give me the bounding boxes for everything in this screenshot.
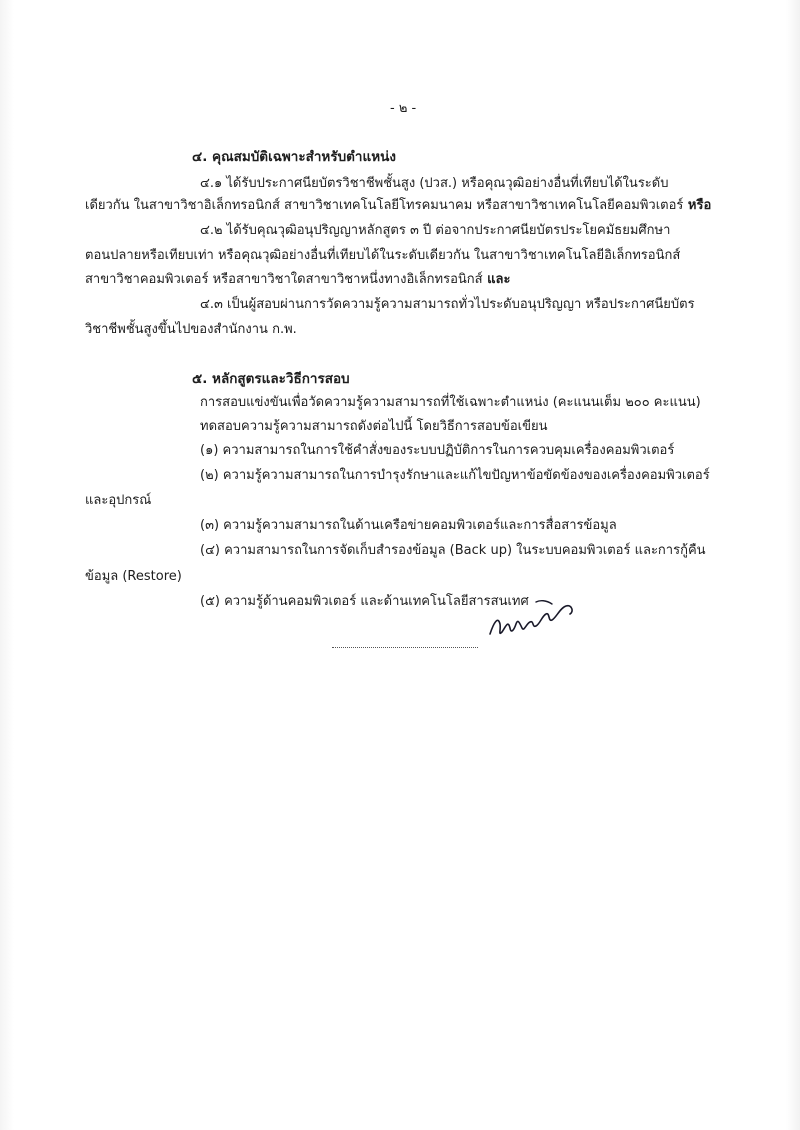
item-4-2-line2: ตอนปลายหรือเทียบเท่า หรือคุณวุฒิอย่างอื่นที่เทียบได้ในระดับเดียวกัน ในสาขาวิชาเทคโนโลยีอิเล็กทรอนิกส์ <box>85 248 681 263</box>
item-4-3-line1: ๔.๓ เป็นผู้สอบผ่านการวัดความรู้ความสามารถทั่วไประดับอนุปริญญา หรือประกาศนียบัตร <box>200 297 695 312</box>
section5-heading: ๕. หลักสูตรและวิธีการสอบ <box>192 371 350 387</box>
page-number: - ๒ - <box>390 101 417 116</box>
item-4-3-line2: วิชาชีพชั้นสูงขึ้นไปของสำนักงาน ก.พ. <box>85 322 297 337</box>
exam-topic-1: (๑) ความสามารถในการใช้คำสั่งของระบบปฏิบัติการในการควบคุมเครื่องคอมพิวเตอร์ <box>200 443 675 458</box>
exam-topic-2-line2: และอุปกรณ์ <box>85 493 152 508</box>
handwritten-signature <box>486 594 582 646</box>
exam-topic-4-line2: ข้อมูล (Restore) <box>85 569 182 584</box>
item-4-1-conjunction: หรือ <box>683 198 712 213</box>
section5-intro-line2: ทดสอบความรู้ความสามารถดังต่อไปนี้ โดยวิธีการสอบข้อเขียน <box>200 419 548 434</box>
item-4-1-text: เดียวกัน ในสาขาวิชาอิเล็กทรอนิกส์ สาขาวิชาเทคโนโลยีโทรคมนาคม หรือสาขาวิชาเทคโนโลยีคอมพิวเตอร์ <box>85 198 684 213</box>
signature-dotted-line <box>332 641 478 648</box>
exam-topic-3: (๓) ความรู้ความสามารถในด้านเครือข่ายคอมพิวเตอร์และการสื่อสารข้อมูล <box>200 518 617 533</box>
exam-topic-2-line1: (๒) ความรู้ความสามารถในการบำรุงรักษาและแก้ไขปัญหาข้อขัดข้องของเครื่องคอมพิวเตอร์ <box>200 468 710 483</box>
item-4-1-line1: ๔.๑ ได้รับประกาศนียบัตรวิชาชีพชั้นสูง (ปวส.) หรือคุณวุฒิอย่างอื่นที่เทียบได้ในระดับ <box>200 176 669 191</box>
item-4-1-line2 <box>85 197 711 215</box>
item-4-2-conjunction: และ <box>482 272 511 287</box>
item-4-2-line1: ๔.๒ ได้รับคุณวุฒิอนุปริญญาหลักสูตร ๓ ปี ต่อจากประกาศนียบัตรประโยคมัธยมศึกษา <box>200 223 671 238</box>
exam-topic-5: (๕) ความรู้ด้านคอมพิวเตอร์ และด้านเทคโนโลยีสารสนเทศ <box>200 594 529 609</box>
item-4-2-text: สาขาวิชาคอมพิวเตอร์ หรือสาขาวิชาใดสาขาวิชาหนึ่งทางอิเล็กทรอนิกส์ <box>85 272 483 287</box>
section4-heading: ๔. คุณสมบัติเฉพาะสำหรับตำแหน่ง <box>192 149 396 165</box>
exam-topic-4-line1: (๔) ความสามารถในการจัดเก็บสำรองข้อมูล (Back up) ในระบบคอมพิวเตอร์ และการกู้คืน <box>200 543 706 558</box>
item-4-2-line3 <box>85 271 510 289</box>
section5-intro-line1: การสอบแข่งขันเพื่อวัดความรู้ความสามารถที่ใช้เฉพาะตำแหน่ง (คะแนนเต็ม ๒๐๐ คะแนน) <box>200 395 701 410</box>
